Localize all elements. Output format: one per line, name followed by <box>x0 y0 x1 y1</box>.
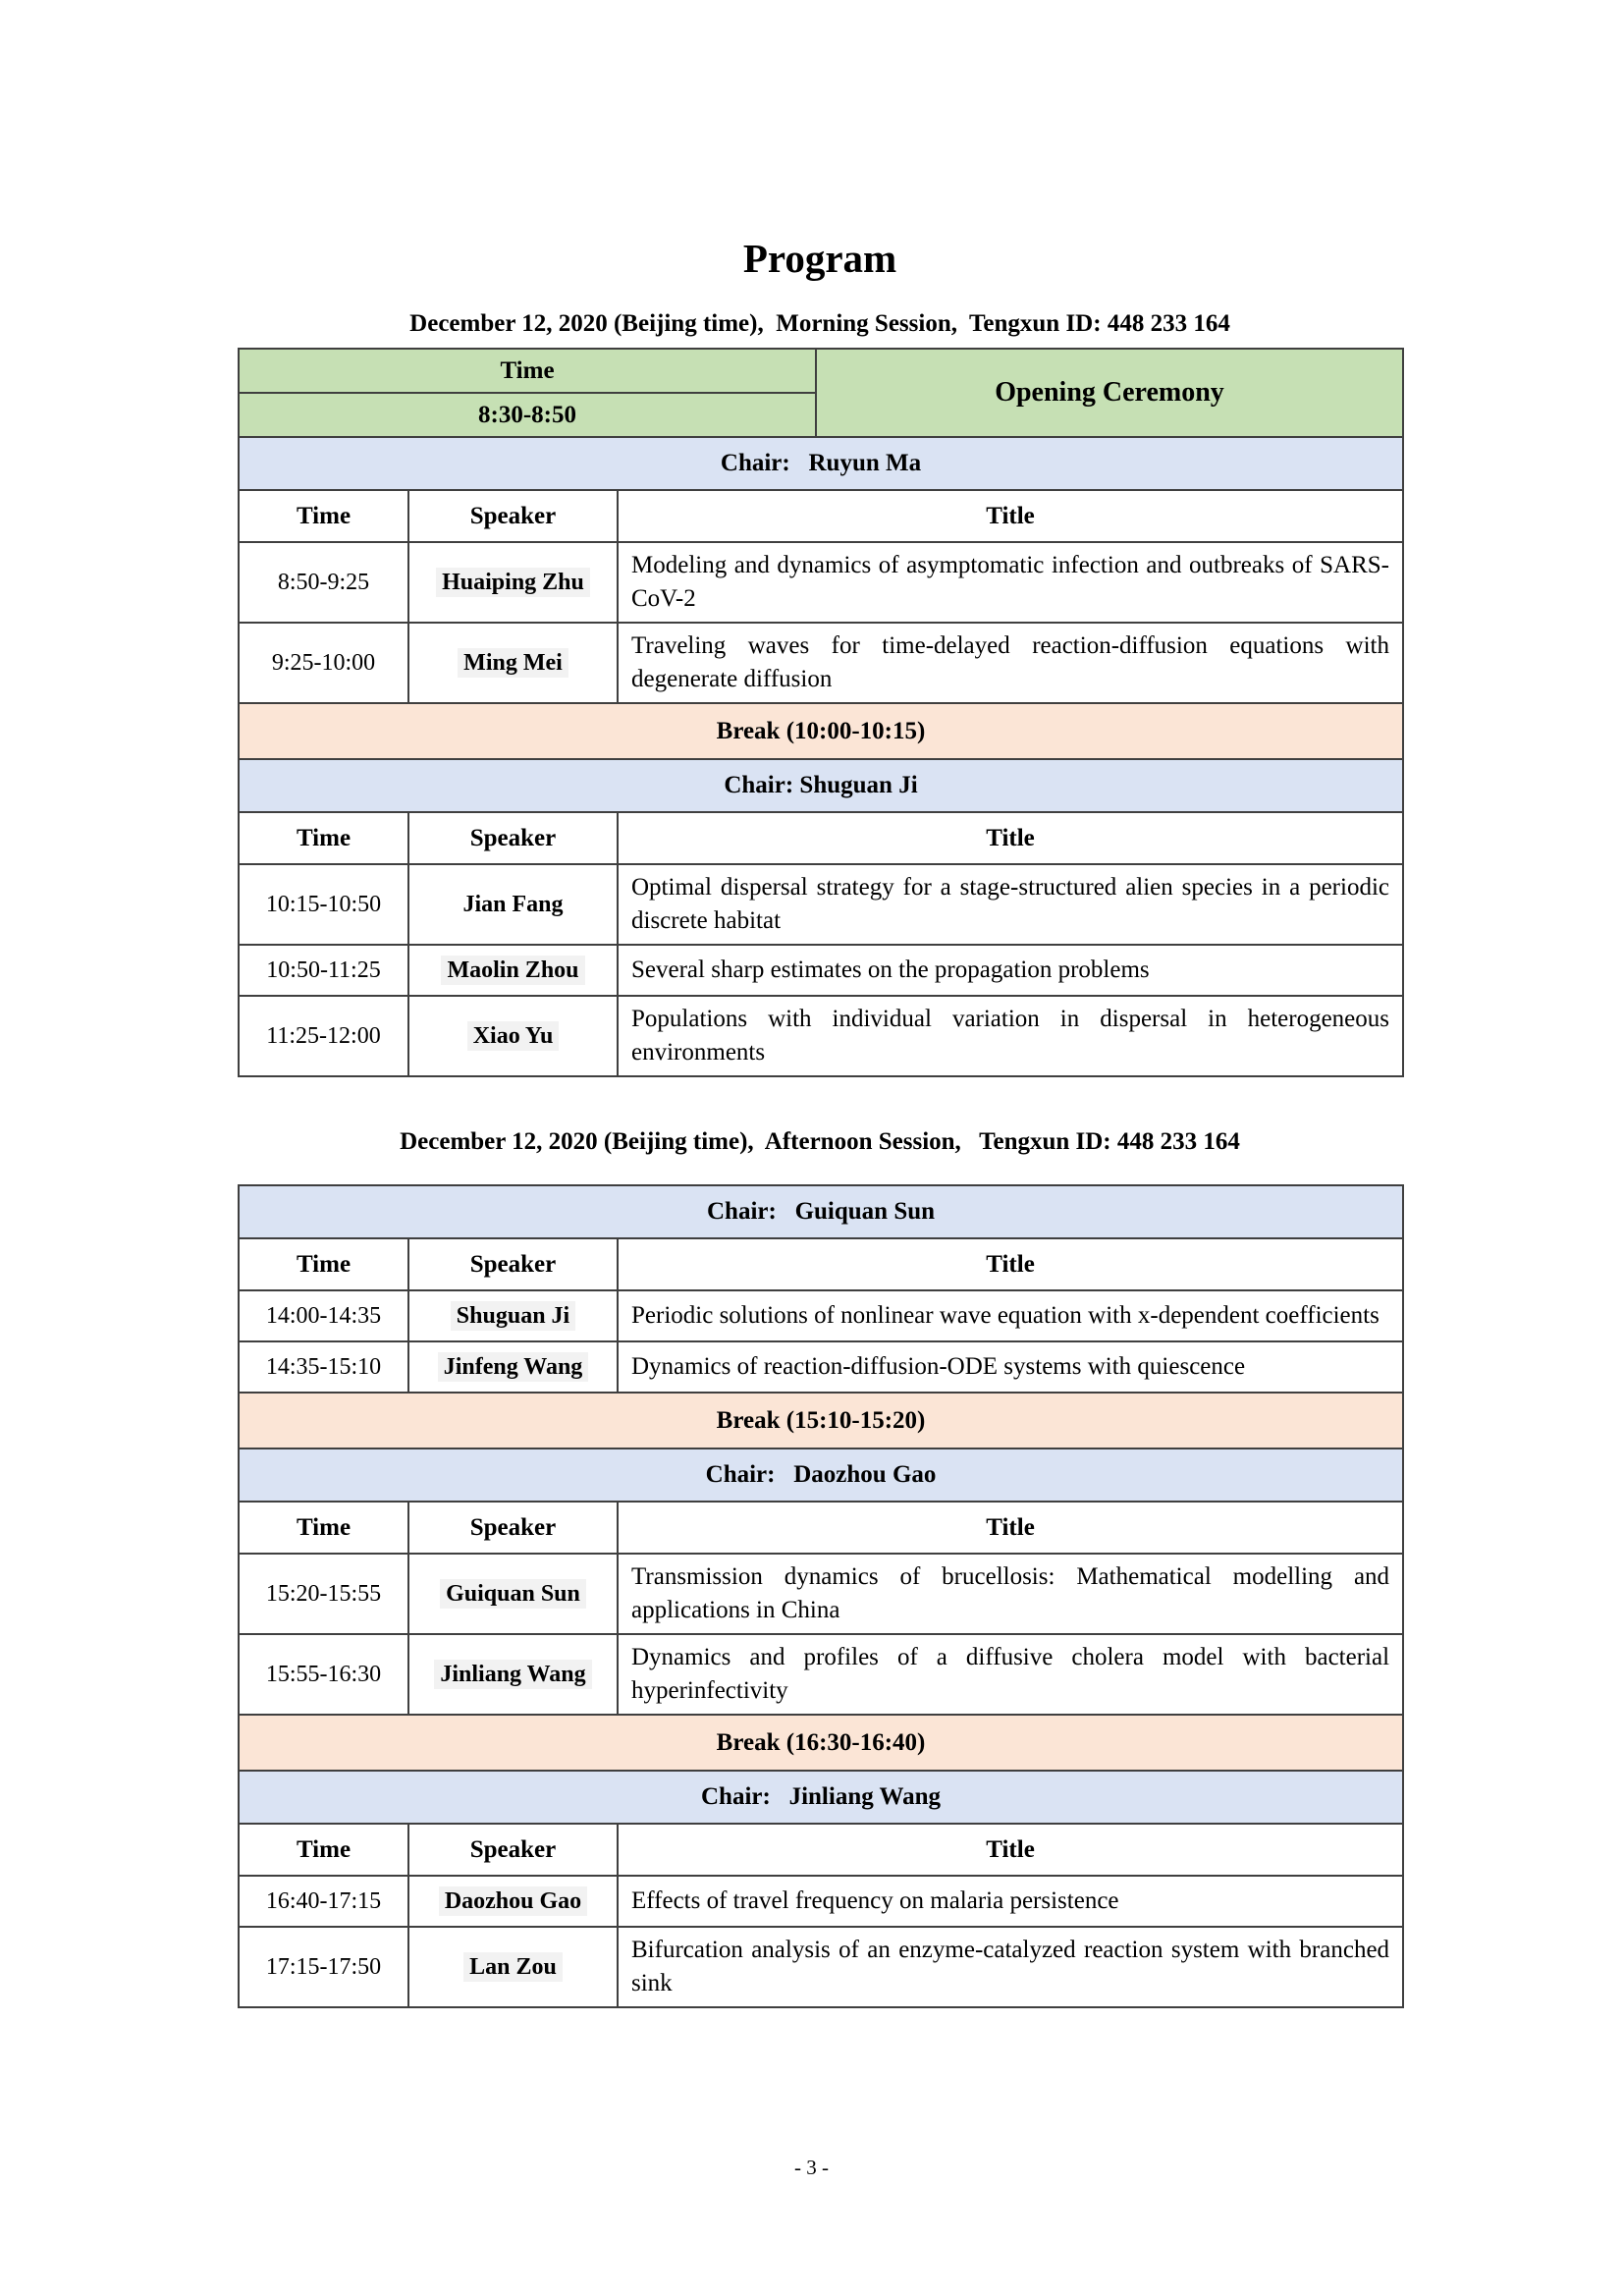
talk-time-cell: 17:15-17:50 <box>239 1927 408 2007</box>
talk-row <box>239 1927 1403 2007</box>
talk-speaker-cell <box>408 996 618 1076</box>
column-header-time: Time <box>239 812 408 864</box>
talk-row <box>239 1634 1403 1715</box>
talk-speaker-cell <box>408 542 618 623</box>
talk-title-cell: Dynamics of reaction-diffusion-ODE systems with quiescence <box>618 1341 1403 1393</box>
break-row <box>239 1393 1403 1449</box>
talk-time-cell: 16:40-17:15 <box>239 1876 408 1927</box>
talk-row <box>239 1554 1403 1634</box>
column-header-row <box>239 490 1403 542</box>
talk-speaker-cell <box>408 1876 618 1927</box>
page-title: Program <box>742 236 897 281</box>
talk-title-cell: Periodic solutions of nonlinear wave equation with x-dependent coefficients <box>618 1290 1403 1341</box>
page-number: - 3 - <box>794 2156 829 2179</box>
session-heading: December 12, 2020 (Beijing time), Afternoon Session, Tengxun ID: 448 233 164 <box>400 1128 1240 1156</box>
program-table <box>238 1184 1404 2008</box>
talk-title-cell: Transmission dynamics of brucellosis: Mathematical modelling and applications in China <box>618 1554 1403 1634</box>
speaker-name: Jinliang Wang <box>434 1660 591 1689</box>
talk-row <box>239 864 1403 945</box>
talk-speaker-cell <box>408 1554 618 1634</box>
chair-cell: Chair: Shuguan Ji <box>239 759 1403 812</box>
session-1 <box>238 1128 1402 2008</box>
talk-speaker-cell <box>408 1290 618 1341</box>
speaker-name: Jian Fang <box>462 891 564 917</box>
speaker-name: Guiquan Sun <box>440 1579 586 1609</box>
talk-title-cell: Modeling and dynamics of asymptomatic infection and outbreaks of SARS-CoV-2 <box>618 542 1403 623</box>
break-cell: Break (16:30-16:40) <box>239 1715 1403 1771</box>
column-header-time: Time <box>239 1502 408 1554</box>
talk-time-cell: 10:15-10:50 <box>239 864 408 945</box>
column-header-title: Title <box>618 490 1403 542</box>
talk-row <box>239 623 1403 703</box>
opening-time-value-cell: 8:30-8:50 <box>239 393 816 437</box>
talk-time-cell: 11:25-12:00 <box>239 996 408 1076</box>
column-header-speaker: Speaker <box>408 1238 618 1290</box>
chair-row <box>239 1185 1403 1238</box>
column-header-speaker: Speaker <box>408 490 618 542</box>
talk-speaker-cell <box>408 1634 618 1715</box>
talk-row <box>239 996 1403 1076</box>
column-header-title: Title <box>618 1824 1403 1876</box>
talk-speaker-cell <box>408 864 618 945</box>
talk-speaker-cell <box>408 1927 618 2007</box>
break-cell: Break (15:10-15:20) <box>239 1393 1403 1449</box>
column-header-time: Time <box>239 490 408 542</box>
document-content <box>238 0 1402 2008</box>
talk-title-cell: Effects of travel frequency on malaria persistence <box>618 1876 1403 1927</box>
talk-title-cell: Dynamics and profiles of a diffusive cholera model with bacterial hyperinfectivity <box>618 1634 1403 1715</box>
column-header-row <box>239 812 1403 864</box>
column-header-speaker: Speaker <box>408 1824 618 1876</box>
talk-row <box>239 1341 1403 1393</box>
chair-row <box>239 1771 1403 1824</box>
column-header-title: Title <box>618 812 1403 864</box>
talk-time-cell: 9:25-10:00 <box>239 623 408 703</box>
session-0 <box>238 310 1402 1077</box>
sessions-container <box>238 310 1402 2008</box>
break-row <box>239 1715 1403 1771</box>
speaker-name: Shuguan Ji <box>451 1301 575 1331</box>
talk-title-cell: Optimal dispersal strategy for a stage-structured alien species in a periodic discrete habitat <box>618 864 1403 945</box>
speaker-name: Jinfeng Wang <box>438 1352 589 1382</box>
talk-title-cell: Traveling waves for time-delayed reaction-diffusion equations with degenerate diffusion <box>618 623 1403 703</box>
column-header-speaker: Speaker <box>408 812 618 864</box>
chair-row <box>239 759 1403 812</box>
speaker-name: Ming Mei <box>458 648 568 678</box>
opening-row <box>239 349 1403 393</box>
talk-time-cell: 14:00-14:35 <box>239 1290 408 1341</box>
talk-time-cell: 14:35-15:10 <box>239 1341 408 1393</box>
chair-cell: Chair: Ruyun Ma <box>239 437 1403 490</box>
speaker-name: Maolin Zhou <box>441 956 584 985</box>
speaker-name: Lan Zou <box>463 1952 563 1982</box>
column-header-speaker: Speaker <box>408 1502 618 1554</box>
chair-cell: Chair: Guiquan Sun <box>239 1185 1403 1238</box>
talk-time-cell: 15:55-16:30 <box>239 1634 408 1715</box>
talk-speaker-cell <box>408 1341 618 1393</box>
talk-time-cell: 10:50-11:25 <box>239 945 408 996</box>
chair-cell: Chair: Jinliang Wang <box>239 1771 1403 1824</box>
column-header-row <box>239 1238 1403 1290</box>
column-header-time: Time <box>239 1824 408 1876</box>
talk-row <box>239 1876 1403 1927</box>
chair-cell: Chair: Daozhou Gao <box>239 1449 1403 1502</box>
column-header-row <box>239 1502 1403 1554</box>
break-cell: Break (10:00-10:15) <box>239 703 1403 759</box>
opening-ceremony-cell: Opening Ceremony <box>816 349 1403 437</box>
talk-title-cell: Populations with individual variation in dispersal in heterogeneous environments <box>618 996 1403 1076</box>
column-header-title: Title <box>618 1238 1403 1290</box>
chair-row <box>239 1449 1403 1502</box>
column-header-row <box>239 1824 1403 1876</box>
program-table <box>238 348 1404 1077</box>
speaker-name: Huaiping Zhu <box>436 568 590 597</box>
column-header-time: Time <box>239 1238 408 1290</box>
talk-time-cell: 15:20-15:55 <box>239 1554 408 1634</box>
talk-title-cell: Several sharp estimates on the propagation problems <box>618 945 1403 996</box>
column-header-title: Title <box>618 1502 1403 1554</box>
talk-speaker-cell <box>408 945 618 996</box>
chair-row <box>239 437 1403 490</box>
speaker-name: Daozhou Gao <box>439 1886 587 1916</box>
talk-row <box>239 945 1403 996</box>
talk-speaker-cell <box>408 623 618 703</box>
talk-row <box>239 1290 1403 1341</box>
talk-title-cell: Bifurcation analysis of an enzyme-catalyzed reaction system with branched sink <box>618 1927 1403 2007</box>
speaker-name: Xiao Yu <box>467 1021 560 1051</box>
session-heading: December 12, 2020 (Beijing time), Morning Session, Tengxun ID: 448 233 164 <box>409 310 1230 338</box>
opening-time-label-cell: Time <box>239 349 816 393</box>
talk-row <box>239 542 1403 623</box>
talk-time-cell: 8:50-9:25 <box>239 542 408 623</box>
break-row <box>239 703 1403 759</box>
